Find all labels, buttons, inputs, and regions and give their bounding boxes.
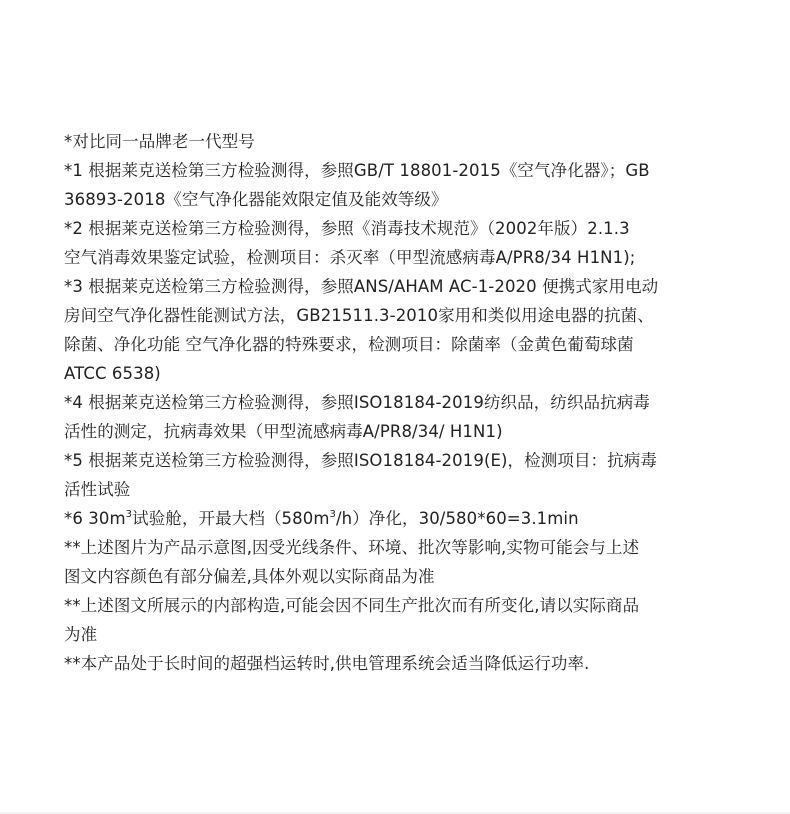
- note-line: *5 根据莱克送检第三方检验测得，参照ISO18184-2019(E)，检测项目：抗病毒: [64, 451, 657, 470]
- note-line: *对比同一品牌老一代型号: [64, 132, 255, 151]
- note-line: 图文内容颜色有部分偏差,具体外观以实际商品为准: [64, 567, 435, 586]
- note-line: **上述图片为产品示意图,因受光线条件、环境、批次等影响,实物可能会与上述: [64, 538, 640, 557]
- note-line: 活性试验: [64, 480, 131, 499]
- note-segment: 试验舱，开最大档（580m: [132, 509, 330, 528]
- note-line-test-chamber: [64, 504, 744, 533]
- note-line: *2 根据莱克送检第三方检验测得，参照《消毒技术规范》（2002年版）2.1.3: [64, 219, 630, 238]
- note-line: **本产品处于长时间的超强档运转时,供电管理系统会适当降低运行功率.: [64, 654, 590, 673]
- note-segment: *6 30m: [64, 509, 126, 528]
- note-line: 为准: [64, 625, 98, 644]
- note-line: 活性的测定，抗病毒效果（甲型流感病毒A/PR8/34/ H1N1): [64, 422, 503, 441]
- note-line: *1 根据莱克送检第三方检验测得，参照GB/T 18801-2015《空气净化器》；GB: [64, 161, 650, 180]
- note-line: 房间空气净化器性能测试方法，GB21511.3-2010家用和类似用途电器的抗菌、: [64, 306, 654, 325]
- note-line: ATCC 6538): [64, 364, 161, 383]
- superscript: 3: [329, 509, 336, 520]
- disclaimer-notes: [64, 127, 744, 678]
- note-line: 除菌、净化功能 空气净化器的特殊要求，检测项目：除菌率（金黄色葡萄球菌: [64, 335, 634, 354]
- note-line: 36893-2018《空气净化器能效限定值及能效等级》: [64, 190, 448, 209]
- note-segment: /h）净化，30/580*60=3.1min: [335, 509, 579, 528]
- superscript: 3: [125, 509, 133, 520]
- note-line: *4 根据莱克送检第三方检验测得，参照ISO18184-2019纺织品，纺织品抗病毒: [64, 393, 650, 412]
- note-line: **上述图文所展示的内部构造,可能会因不同生产批次而有所变化,请以实际商品: [64, 596, 640, 615]
- note-line: *3 根据莱克送检第三方检验测得，参照ANS/AHAM AC-1-2020 便携式家用电动: [64, 277, 659, 296]
- note-line: 空气消毒效果鉴定试验，检测项目：杀灭率（甲型流感病毒A/PR8/34 H1N1);: [64, 248, 636, 267]
